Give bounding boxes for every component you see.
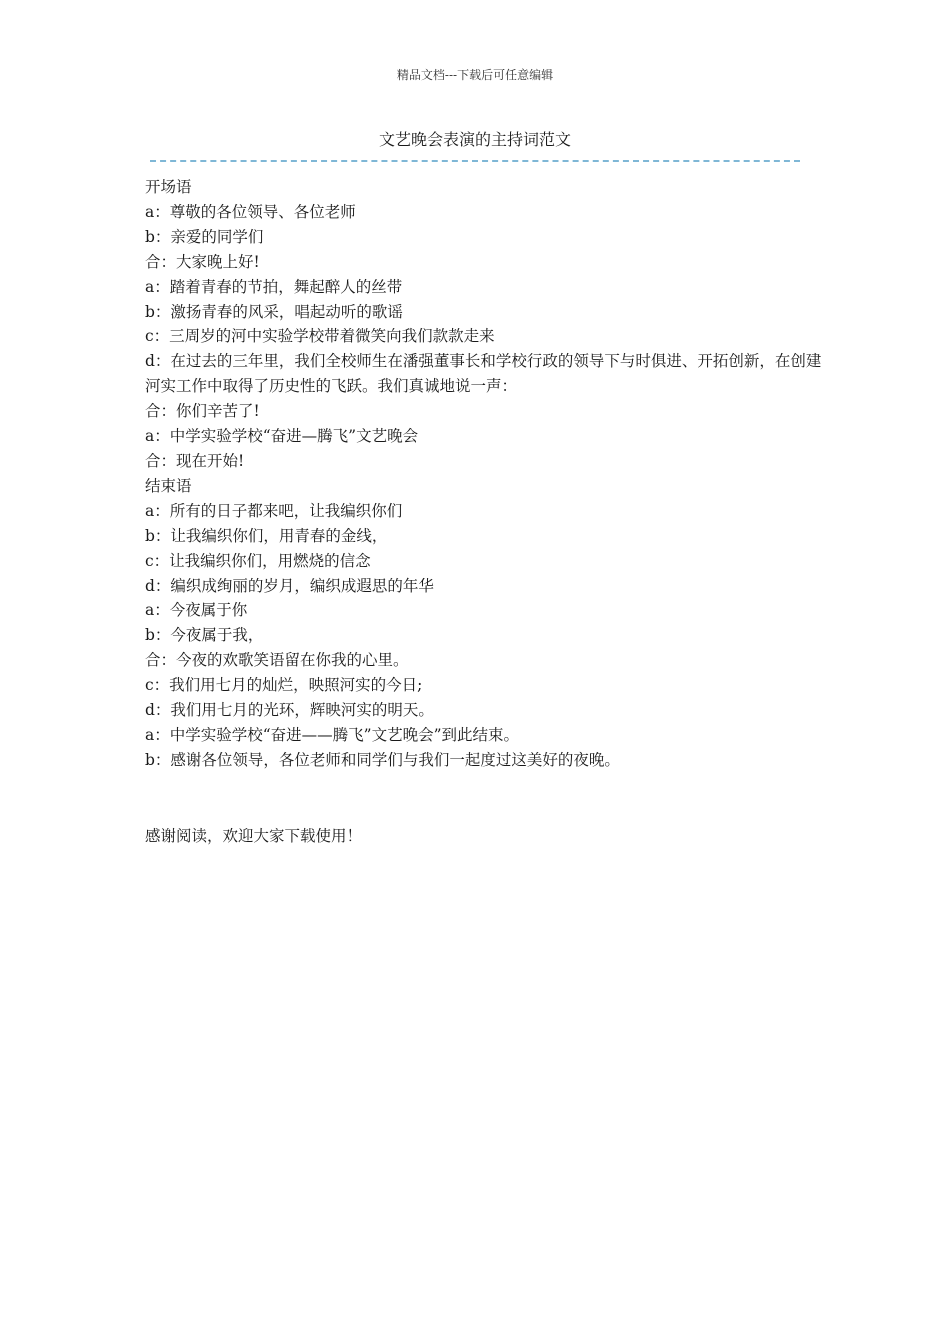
text-line: a：踏着青春的节拍，舞起醉人的丝带 [145, 277, 403, 296]
text-line: a：尊敬的各位领导、各位老师 [145, 202, 356, 221]
text-line: c：三周岁的河中实验学校带着微笑向我们款款走来 [145, 327, 495, 346]
text-line: 合：现在开始! [145, 451, 245, 470]
text-line: b：让我编织你们，用青春的金线， [145, 526, 388, 545]
text-line: c：让我编织你们，用燃烧的信念 [145, 551, 371, 570]
text-line: a：今夜属于你 [145, 601, 248, 620]
closing-note: 感谢阅读，欢迎大家下载使用！ [145, 827, 363, 845]
title-divider [150, 160, 800, 162]
text-line: c：我们用七月的灿烂，映照河实的今日; [145, 676, 423, 695]
text-line: d：编织成绚丽的岁月，编织成遐思的年华 [145, 576, 434, 595]
text-line: b：激扬青春的风采，唱起动听的歌谣 [145, 302, 403, 321]
document-body [145, 175, 835, 773]
document-title: 文艺晚会表演的主持词范文 [378, 130, 571, 149]
text-paragraph: d：在过去的三年里，我们全校师生在潘强董事长和学校行政的领导下与时俱进、开拓创新，在创建河实工作中取得了历史性的飞跃。我们真诚地说一声： [145, 352, 822, 396]
text-line: 合：你们辛苦了! [145, 402, 260, 421]
text-line: a：中学实验学校“奋进—腾飞”文艺晚会 [145, 427, 419, 446]
text-line: a：所有的日子都来吧，让我编织你们 [145, 501, 403, 520]
text-line: a：中学实验学校“奋进——腾飞”文艺晚会”到此结束。 [145, 725, 520, 744]
section-heading-opening: 开场语 [145, 178, 192, 196]
text-line: d：我们用七月的光环，辉映河实的明天。 [145, 701, 434, 720]
text-line: b：今夜属于我， [145, 626, 264, 645]
text-line: 合：今夜的欢歌笑语留在你我的心里。 [145, 651, 409, 670]
section-heading-closing: 结束语 [145, 476, 192, 495]
text-line: 合：大家晚上好! [145, 252, 260, 271]
text-line: b：感谢各位领导，各位老师和同学们与我们一起度过这美好的夜晚。 [145, 750, 620, 769]
page-header: 精品文档---下载后可任意编辑 [396, 68, 554, 82]
text-line: b：亲爱的同学们 [145, 227, 264, 246]
